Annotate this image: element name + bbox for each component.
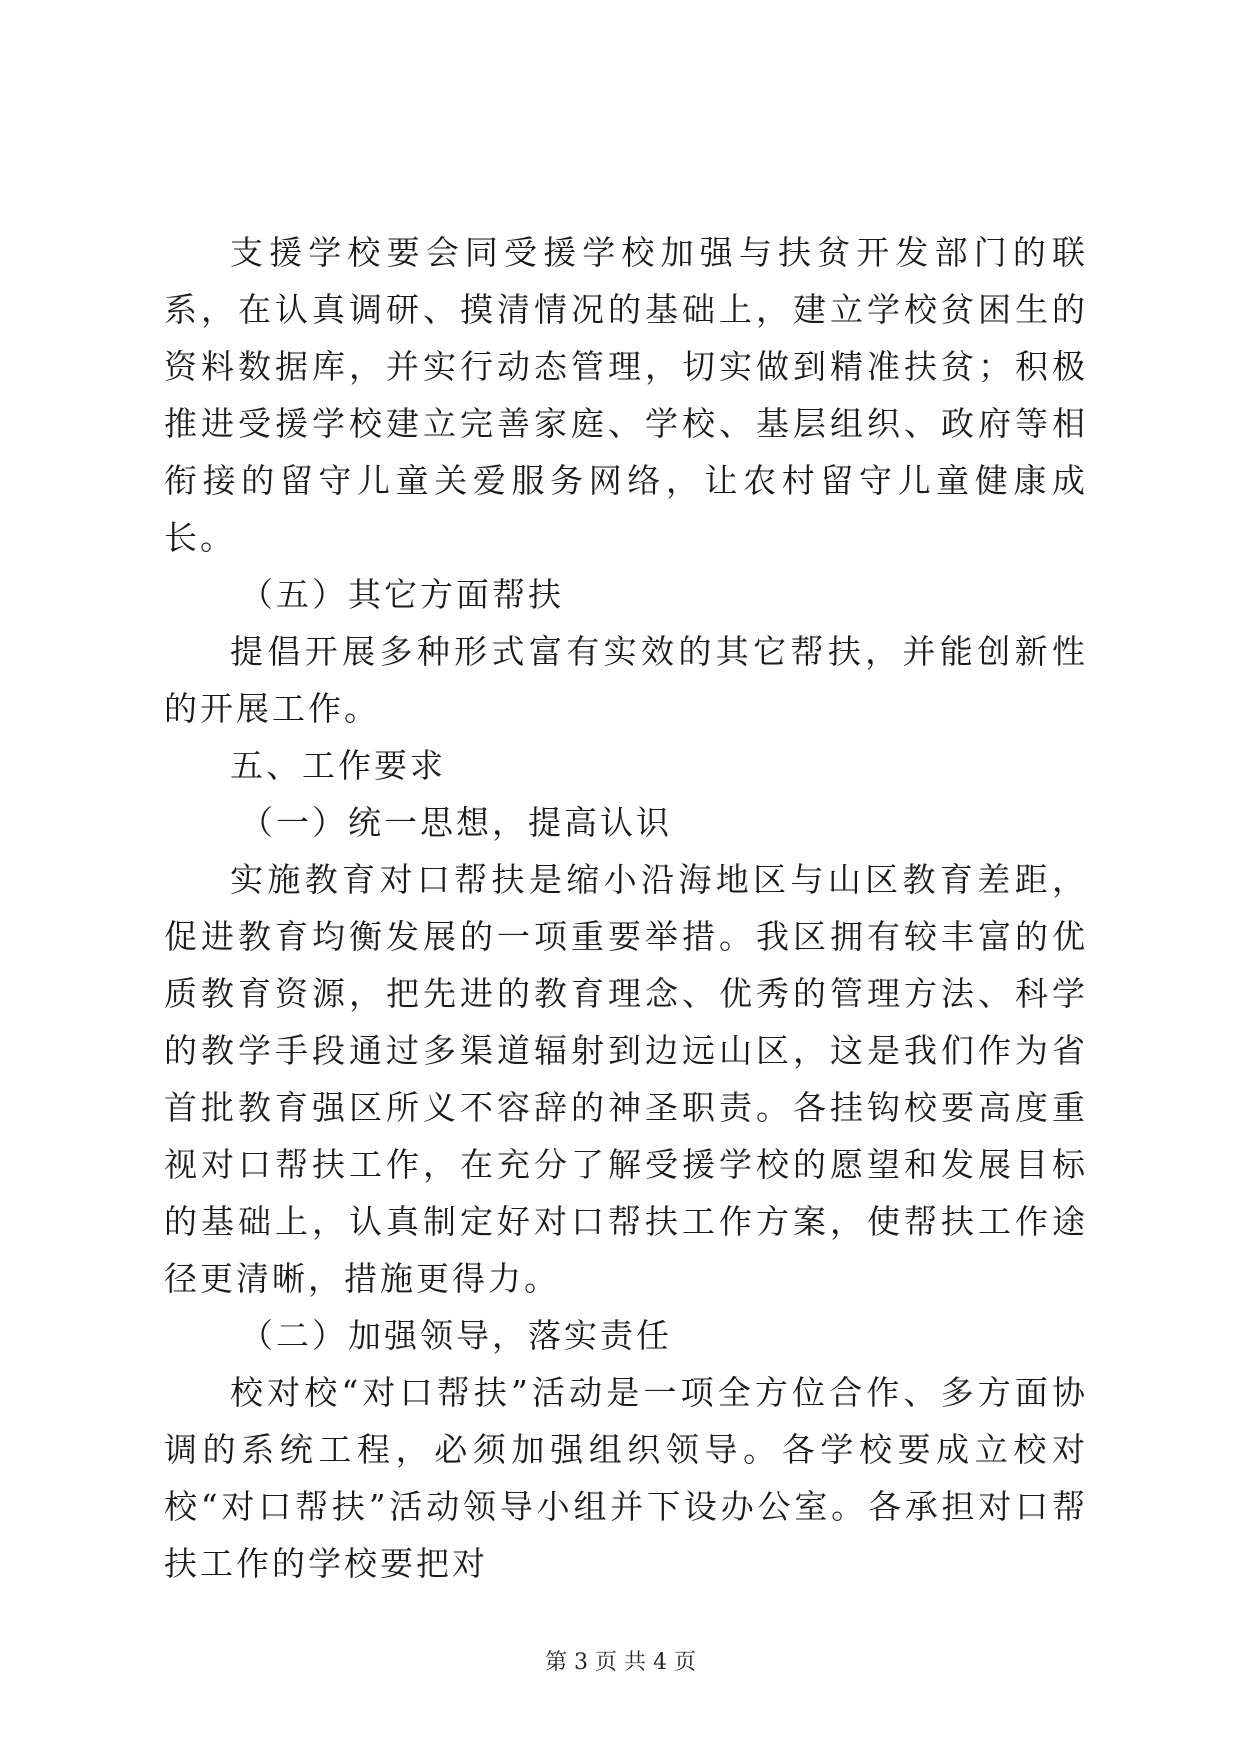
document-body	[164, 224, 1088, 1592]
subheading-unify-thinking: （一）统一思想，提高认识	[240, 803, 672, 842]
paragraph-strengthen-leadership: 校对校“对口帮扶”活动是一项全方位合作、多方面协调的系统工程，必须加强组织领导。各学校要成立校对校“对口帮扶”活动领导小组并下设办公室。各承担对口帮扶工作的学校要把对	[164, 1373, 1088, 1583]
paragraph-unify-thinking: 实施教育对口帮扶是缩小沿海地区与山区教育差距，促进教育均衡发展的一项重要举措。我区拥有较丰富的优质教育资源，把先进的教育理念、优秀的管理方法、科学的教学手段通过多渠道辐射到边远山区，这是我们作为省首批教育强区所义不容辞的神圣职责。各挂钩校要高度重视对口帮扶工作，在充分了解受援学校的愿望和发展目标的基础上，认真制定好对口帮扶工作方案，使帮扶工作途径更清晰，措施更得力。	[164, 860, 1088, 1298]
paragraph-other-support: 提倡开展多种形式富有实效的其它帮扶，并能创新性的开展工作。	[164, 632, 1088, 728]
paragraph-poverty-support: 支援学校要会同受援学校加强与扶贫开发部门的联系，在认真调研、摸清情况的基础上，建立学校贫困生的资料数据库，并实行动态管理，切实做到精准扶贫；积极推进受援学校建立完善家庭、学校、基层组织、政府等相衔接的留守儿童关爱服务网络，让农村留守儿童健康成长。	[164, 233, 1088, 557]
section-heading-work-requirements: 五、工作要求	[230, 746, 446, 785]
subheading-other-support: （五）其它方面帮扶	[240, 575, 564, 614]
subheading-strengthen-leadership: （二）加强领导，落实责任	[240, 1316, 672, 1355]
page-number-footer: 第 3 页 共 4 页	[545, 1650, 696, 1675]
